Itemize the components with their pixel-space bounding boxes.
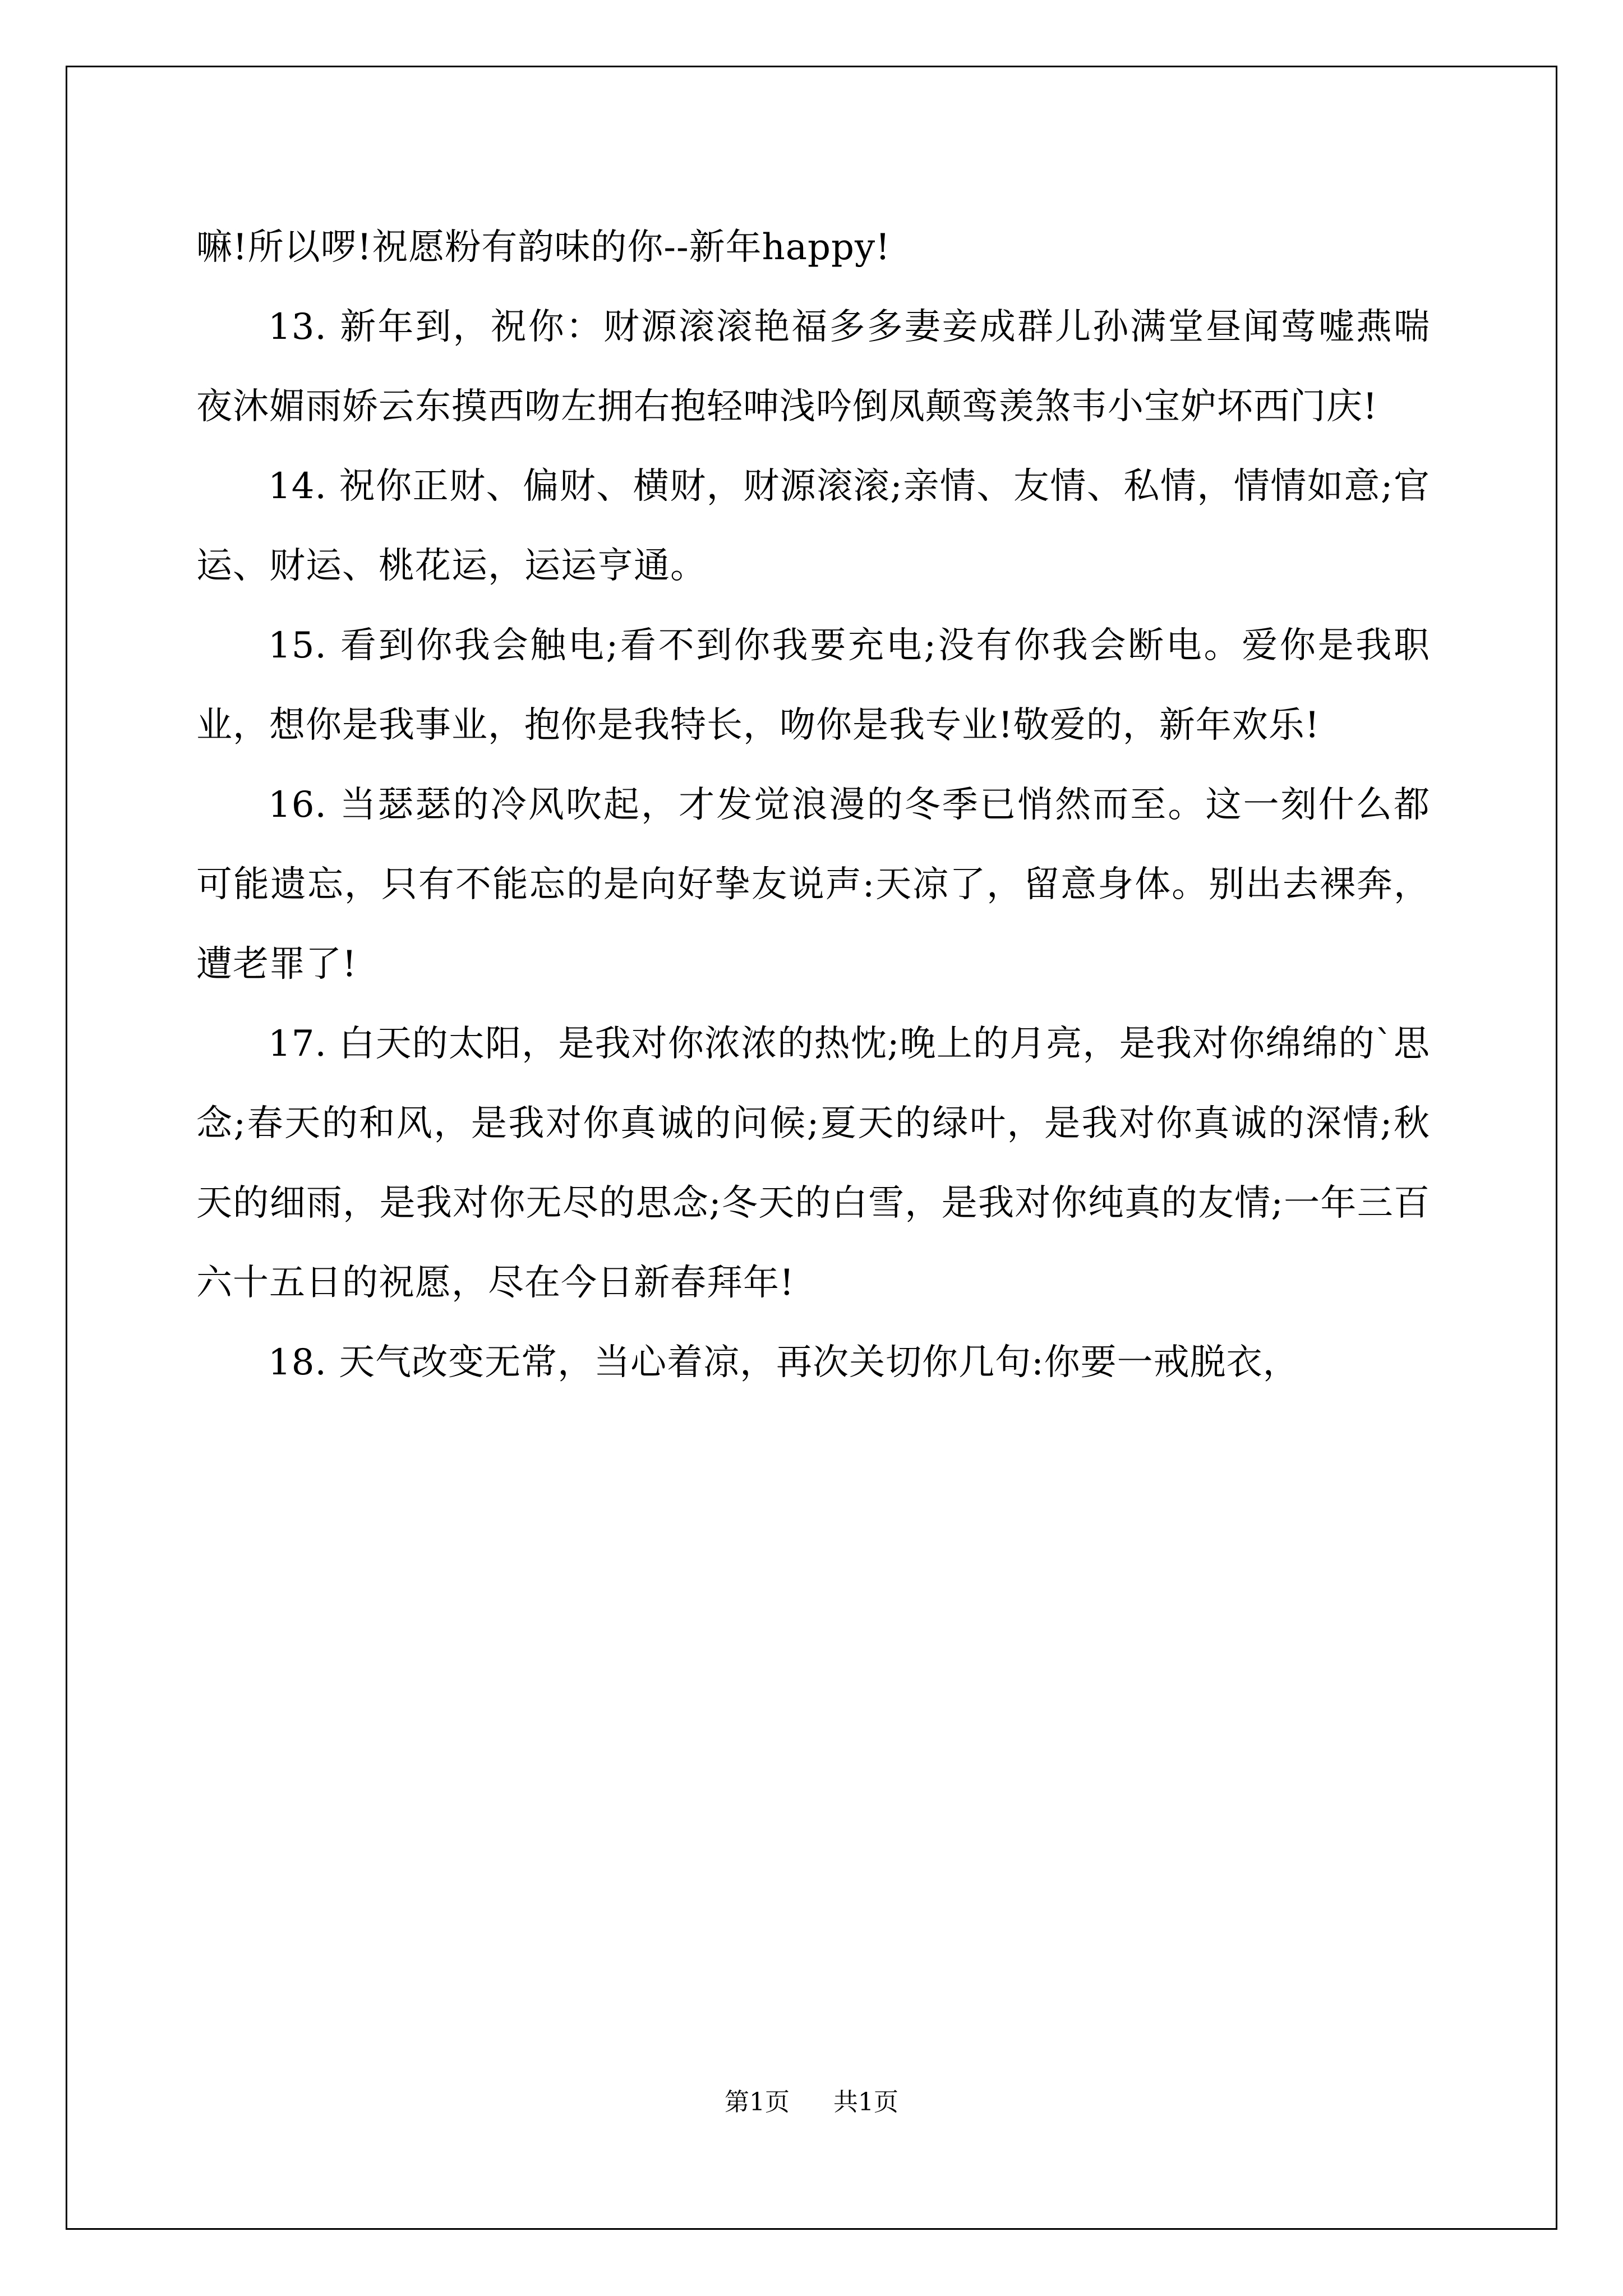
paragraph-item-14: 14. 祝你正财、偏财、横财，财源滚滚;亲情、友情、私情，情情如意;官运、财运、桃花运，运运亨通。 [196,466,1430,587]
paragraph-item-13: 13. 新年到，祝你：财源滚滚艳福多多妻妾成群儿孙满堂昼闻莺嘘燕喘夜沐媚雨娇云东摸西吻左拥右抱轻呻浅吟倒凤颠鸾羡煞韦小宝妒坏西门庆! [196,306,1430,427]
document-body [196,208,1430,1402]
paragraph-item-16: 16. 当瑟瑟的冷风吹起，才发觉浪漫的冬季已悄然而至。这一刻什么都可能遗忘，只有不能忘的是向好挚友说声:天凉了，留意身体。别出去裸奔，遭老罪了! [196,784,1430,985]
page-footer [0,2086,1623,2119]
paragraph-item-17: 17. 白天的太阳，是我对你浓浓的热忱;晚上的月亮，是我对你绵绵的`思念;春天的和风，是我对你真诚的问候;夏天的绿叶，是我对你真诚的深情;秋天的细雨，是我对你无尽的思念;冬天的白雪，是我对你纯真的友情;一年三百六十五日的祝愿，尽在今日新春拜年! [196,1023,1430,1304]
paragraph-item-18: 18. 天气改变无常，当心着凉，再次关切你几句:你要一戒脱衣， [268,1342,1299,1383]
page-total: 共1页 [833,2088,898,2116]
paragraph-continuation: 嘛!所以啰!祝愿粉有韵味的你--新年happy! [196,227,891,268]
paragraph-item-15: 15. 看到你我会触电;看不到你我要充电;没有你我会断电。爱你是我职业，想你是我事业，抱你是我特长，吻你是我专业!敬爱的，新年欢乐! [196,625,1430,746]
page-number: 第1页 [725,2088,790,2116]
